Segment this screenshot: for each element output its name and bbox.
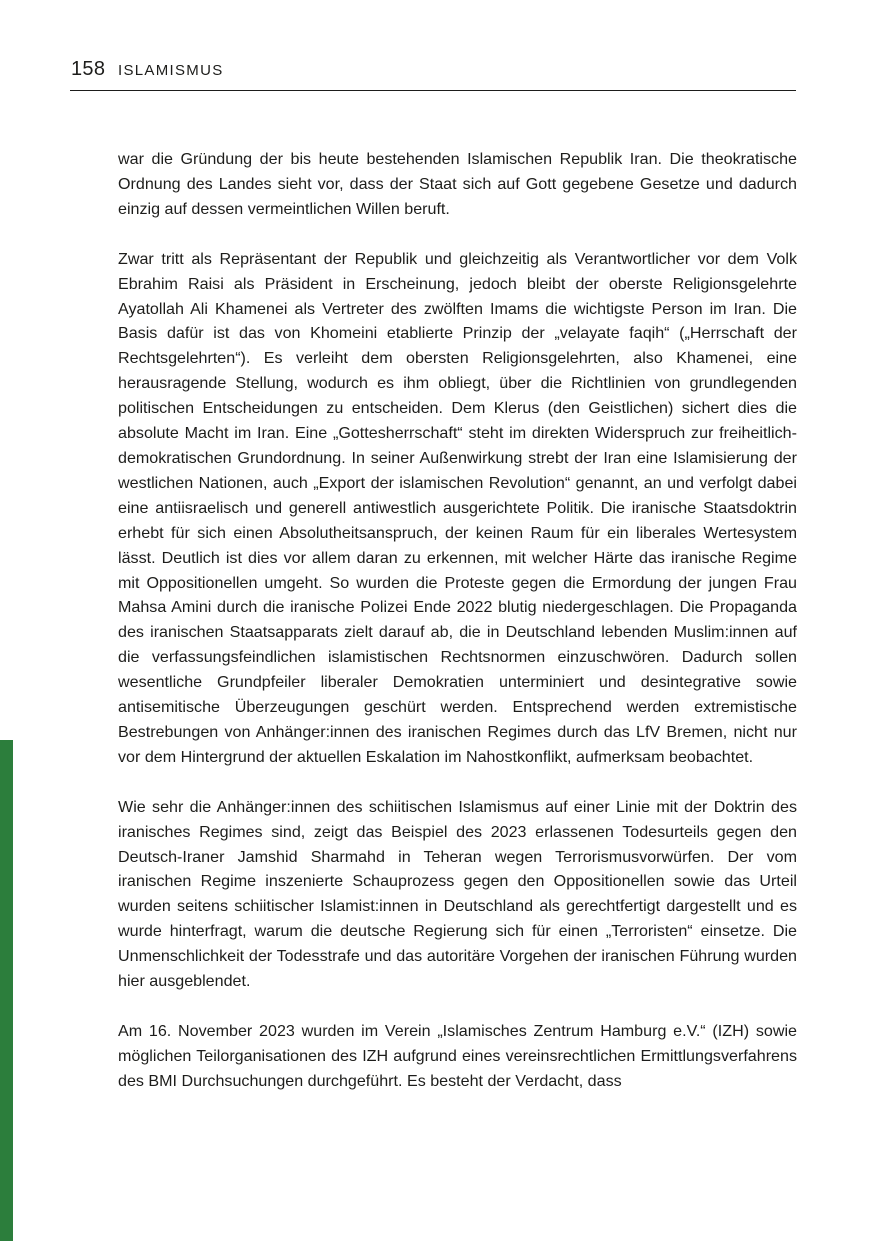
paragraph: Wie sehr die Anhänger:innen des schiitischen Islamismus auf einer Linie mit der Doktrin des iranisches Regimes sind, zeigt das Beispiel des 2023 erlassenen Todesurteils gegen den Deutsch-Iraner Jamshid Sharmahd in Teheran wegen Terrorismusvorwürfen. Der vom iranischen Regime inszenierte Schauprozess gegen den Oppositionellen sowie das Urteil wurden seitens schiitischer Islamist:innen in Deutschland als gerechtfertigt dargestellt und es wurde hinterfragt, warum die deutsche Regierung sich für einen „Terroristen“ einsetze. Die Unmenschlichkeit der Todesstrafe und das autoritäre Vorgehen der iranischen Führung wurden hier ausgeblendet. — [118, 797, 797, 991]
body-text — [118, 147, 797, 1119]
section-title: ISLAMISMUS — [118, 62, 224, 79]
paragraph: war die Gründung der bis heute bestehenden Islamischen Republik Iran. Die theokratische Ordnung des Landes sieht vor, dass der Staat sich auf Gott gegebene Gesetze und dadurch einzig auf dessen vermeintlichen Willen beruft. — [118, 150, 797, 218]
running-header — [70, 55, 796, 91]
paragraph: Zwar tritt als Repräsentant der Republik und gleichzeitig als Verantwortlicher vor dem Volk Ebrahim Raisi als Präsident in Erscheinung, jedoch bleibt der oberste Religionsgelehrte Ayatollah Ali Khamenei als Vertreter des zwölften Imams die wichtigste Person im Iran. Die Basis dafür ist das von Khomeini etablierte Prinzip der „velayate faqih“ („Herrschaft der Rechtsgelehrten“). Es verleiht dem obersten Religionsgelehrten, also Khamenei, eine herausragende Stellung, wodurch es ihm obliegt, über die Richtlinien von grundlegenden politischen Entscheidungen zu entscheiden. Dem Klerus (den Geistlichen) sichert dies die absolute Macht im Iran. Eine „Gottesherrschaft“ steht im direkten Widerspruch zur freiheitlich-demokratischen Grundordnung. In seiner Außenwirkung strebt der Iran eine Islamisierung der westlichen Nationen, auch „Export der islamischen Revolution“ genannt, an und verfolgt dabei eine antiisraelisch und generell antiwestlich ausgerichtete Politik. Die iranische Staatsdoktrin erhebt für sich einen Absolutheitsanspruch, der keinen Raum für ein liberales Wertesystem lässt. Deutlich ist dies vor allem daran zu erkennen, mit welcher Härte das iranische Regime mit Oppositionellen umgeht. So wurden die Proteste gegen die Ermordung der jungen Frau Mahsa Amini durch die iranische Polizei Ende 2022 blutig niedergeschlagen. Die Propaganda des iranischen Staatsapparats zielt darauf ab, die in Deutschland lebenden Muslim:innen auf die verfassungsfeindlichen islamistischen Rechtsnormen einzuschwören. Dadurch sollen wesentliche Grundpfeiler liberaler Demokratien unterminiert und desintegrative sowie antisemitische Überzeugungen geschürt werden. Entsprechend werden extremistische Bestrebungen von Anhänger:innen des iranischen Regimes durch das LfV Bremen, nicht nur vor dem Hintergrund der aktuellen Eskalation im Nahostkonflikt, aufmerksam beobachtet. — [118, 249, 797, 766]
green-margin-bar — [0, 740, 13, 1241]
paragraph: Am 16. November 2023 wurden im Verein „Islamisches Zentrum Hamburg e.V.“ (IZH) sowie möglichen Teilorganisationen des IZH aufgrund eines vereinsrechtlichen Ermittlungsverfahrens des BMI Durchsuchungen durchgeführt. Es besteht der Verdacht, dass — [118, 1022, 797, 1090]
page-number: 158 — [71, 58, 106, 80]
